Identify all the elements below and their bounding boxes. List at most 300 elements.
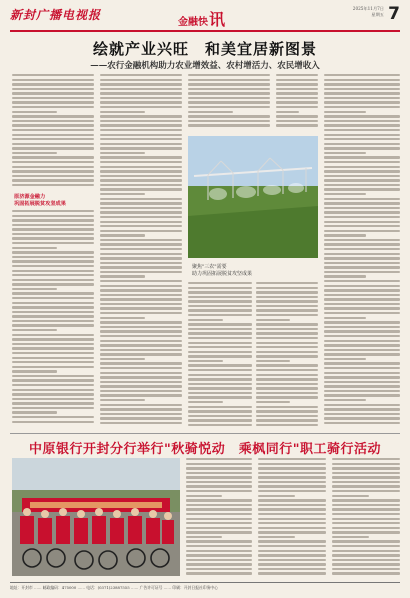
text-line-placeholder: [256, 419, 318, 421]
text-line-placeholder: [258, 458, 326, 460]
text-line-placeholder: [12, 270, 94, 272]
article1-column-5: [324, 74, 400, 430]
article1-subtitle: ——农行金融机构助力农业增效益、农村增活力、农民增收入: [90, 61, 320, 71]
text-line-placeholder: [100, 221, 182, 223]
article2-column-1: [186, 458, 252, 578]
text-line-placeholder: [324, 317, 366, 319]
text-line-placeholder: [332, 499, 400, 501]
text-line-placeholder: [188, 328, 252, 330]
text-line-placeholder: [100, 202, 182, 204]
text-line-placeholder: [256, 401, 290, 403]
text-line-placeholder: [186, 485, 252, 487]
text-line-placeholder: [100, 294, 182, 296]
text-line-placeholder: [12, 115, 94, 117]
text-line-placeholder: [276, 111, 299, 113]
text-line-placeholder: [188, 300, 252, 302]
text-line-placeholder: [100, 390, 182, 392]
text-line-placeholder: [256, 337, 318, 339]
text-line-placeholder: [258, 568, 326, 570]
text-line-placeholder: [256, 406, 318, 408]
text-line-placeholder: [256, 291, 318, 293]
text-line-placeholder: [258, 522, 326, 524]
text-line-placeholder: [100, 298, 182, 300]
text-line-placeholder: [256, 410, 318, 412]
text-line-placeholder: [188, 332, 252, 334]
text-line-placeholder: [188, 305, 252, 307]
text-line-placeholder: [12, 237, 94, 239]
text-line-placeholder: [100, 207, 182, 209]
text-line-placeholder: [186, 467, 252, 469]
text-line-placeholder: [188, 79, 270, 81]
text-line-placeholder: [100, 349, 182, 351]
text-line-placeholder: [12, 92, 94, 94]
text-line-placeholder: [324, 335, 400, 337]
text-line-placeholder: [332, 467, 400, 469]
text-line-placeholder: [100, 362, 182, 364]
text-line-placeholder: [258, 563, 326, 565]
text-line-placeholder: [12, 398, 94, 400]
text-line-placeholder: [186, 568, 252, 570]
text-line-placeholder: [100, 394, 182, 396]
text-line-placeholder: [276, 92, 318, 94]
text-line-placeholder: [100, 166, 182, 168]
text-line-placeholder: [100, 83, 182, 85]
text-line-placeholder: [256, 323, 318, 325]
text-line-placeholder: [12, 97, 94, 99]
masthead: [10, 4, 400, 30]
text-line-placeholder: [12, 384, 94, 386]
text-line-placeholder: [324, 230, 400, 232]
text-line-placeholder: [188, 319, 223, 321]
text-line-placeholder: [276, 120, 318, 122]
text-line-placeholder: [256, 332, 318, 334]
text-line-placeholder: [186, 572, 252, 574]
text-line-placeholder: [188, 124, 270, 126]
text-line-placeholder: [188, 360, 223, 362]
text-line-placeholder: [332, 481, 400, 483]
text-line-placeholder: [324, 285, 400, 287]
text-line-placeholder: [324, 326, 400, 328]
text-line-placeholder: [324, 248, 400, 250]
text-line-placeholder: [12, 242, 94, 244]
article1-column-1-lower: [12, 210, 94, 430]
text-line-placeholder: [324, 202, 400, 204]
text-line-placeholder: [188, 342, 252, 344]
text-line-placeholder: [188, 83, 270, 85]
cycling-group-illustration: [12, 458, 180, 576]
text-line-placeholder: [188, 115, 270, 117]
text-line-placeholder: [100, 307, 182, 309]
text-line-placeholder: [188, 355, 252, 357]
text-line-placeholder: [12, 184, 94, 186]
text-line-placeholder: [186, 550, 252, 552]
text-line-placeholder: [332, 572, 400, 574]
text-line-placeholder: [258, 472, 326, 474]
text-line-placeholder: [324, 422, 400, 424]
text-line-placeholder: [100, 156, 182, 158]
text-line-placeholder: [188, 337, 252, 339]
text-line-placeholder: [258, 545, 326, 547]
text-line-placeholder: [324, 372, 400, 374]
text-line-placeholder: [186, 508, 252, 510]
footer: 地址：开封市 …… 邮政编码：475000 …… 电话：(0371)23887555 …… 广告许可证号 …… 印刷：开封日报社印务中心: [10, 585, 218, 590]
irrigation-photo: [188, 136, 318, 258]
text-line-placeholder: [324, 358, 366, 360]
text-line-placeholder: [12, 334, 94, 336]
text-line-placeholder: [324, 349, 400, 351]
cycling-group-photo: [12, 458, 180, 576]
text-line-placeholder: [186, 540, 252, 542]
text-line-placeholder: [188, 282, 252, 284]
text-line-placeholder: [332, 513, 400, 515]
article2-column-2: [258, 458, 326, 578]
text-line-placeholder: [100, 79, 182, 81]
text-line-placeholder: [256, 396, 318, 398]
text-line-placeholder: [100, 353, 182, 355]
text-line-placeholder: [324, 294, 400, 296]
text-line-placeholder: [258, 504, 326, 506]
text-line-placeholder: [12, 288, 57, 290]
text-line-placeholder: [186, 472, 252, 474]
text-line-placeholder: [332, 568, 400, 570]
text-line-placeholder: [324, 413, 400, 415]
text-line-placeholder: [12, 302, 94, 304]
footer-rule: [10, 582, 400, 583]
text-line-placeholder: [100, 101, 182, 103]
text-line-placeholder: [188, 415, 252, 417]
text-line-placeholder: [100, 340, 182, 342]
text-line-placeholder: [324, 101, 400, 103]
text-line-placeholder: [324, 243, 400, 245]
text-line-placeholder: [12, 357, 94, 359]
text-line-placeholder: [256, 351, 318, 353]
text-line-placeholder: [258, 490, 326, 492]
text-line-placeholder: [324, 166, 400, 168]
text-line-placeholder: [12, 370, 57, 372]
text-line-placeholder: [100, 184, 182, 186]
text-line-placeholder: [188, 378, 252, 380]
text-line-placeholder: [188, 287, 252, 289]
text-line-placeholder: [332, 545, 400, 547]
article1-column-4: [276, 74, 318, 132]
text-line-placeholder: [324, 74, 400, 76]
text-line-placeholder: [186, 522, 252, 524]
text-line-placeholder: [186, 463, 252, 465]
text-line-placeholder: [324, 221, 400, 223]
text-line-placeholder: [324, 184, 400, 186]
text-line-placeholder: [256, 282, 318, 284]
text-line-placeholder: [100, 248, 182, 250]
text-line-placeholder: [258, 495, 295, 497]
text-line-placeholder: [186, 531, 252, 533]
text-line-placeholder: [188, 291, 252, 293]
article2-column-3: [332, 458, 400, 578]
text-line-placeholder: [12, 88, 94, 90]
text-line-placeholder: [188, 392, 252, 394]
text-line-placeholder: [100, 285, 182, 287]
text-line-placeholder: [100, 170, 182, 172]
text-line-placeholder: [100, 193, 145, 195]
text-line-placeholder: [324, 298, 400, 300]
text-line-placeholder: [324, 147, 400, 149]
text-line-placeholder: [12, 306, 94, 308]
text-line-placeholder: [324, 307, 400, 309]
text-line-placeholder: [186, 495, 222, 497]
text-line-placeholder: [324, 124, 400, 126]
text-line-placeholder: [100, 376, 182, 378]
text-line-placeholder: [256, 424, 318, 426]
text-line-placeholder: [12, 152, 57, 154]
text-line-placeholder: [324, 138, 400, 140]
text-line-placeholder: [12, 120, 94, 122]
text-line-placeholder: [258, 540, 326, 542]
text-line-placeholder: [188, 323, 252, 325]
text-line-placeholder: [100, 92, 182, 94]
text-line-placeholder: [12, 138, 94, 140]
text-line-placeholder: [12, 343, 94, 345]
text-line-placeholder: [12, 352, 94, 354]
text-line-placeholder: [100, 280, 182, 282]
article1-inset-caption: [14, 194, 94, 207]
text-line-placeholder: [12, 347, 94, 349]
text-line-placeholder: [100, 124, 182, 126]
text-line-placeholder: [186, 513, 252, 515]
text-line-placeholder: [332, 554, 400, 556]
text-line-placeholder: [324, 207, 400, 209]
text-line-placeholder: [100, 275, 145, 277]
text-line-placeholder: [12, 416, 94, 418]
text-line-placeholder: [100, 312, 182, 314]
text-line-placeholder: [258, 485, 326, 487]
text-line-placeholder: [12, 311, 94, 313]
text-line-placeholder: [100, 106, 182, 108]
text-line-placeholder: [188, 396, 252, 398]
text-line-placeholder: [100, 111, 145, 113]
text-line-placeholder: [324, 330, 400, 332]
text-line-placeholder: [324, 266, 400, 268]
text-line-placeholder: [332, 559, 400, 561]
issue-date-line2: 星期五: [371, 12, 384, 17]
article1-column-2: [100, 74, 182, 430]
article1-column-1: [12, 74, 94, 192]
text-line-placeholder: [258, 508, 326, 510]
text-line-placeholder: [100, 253, 182, 255]
text-line-placeholder: [276, 88, 318, 90]
text-line-placeholder: [332, 490, 400, 492]
text-line-placeholder: [12, 224, 94, 226]
text-line-placeholder: [324, 129, 400, 131]
text-line-placeholder: [12, 175, 94, 177]
text-line-placeholder: [100, 381, 182, 383]
text-line-placeholder: [258, 559, 326, 561]
text-line-placeholder: [12, 219, 94, 221]
text-line-placeholder: [100, 230, 182, 232]
text-line-placeholder: [256, 392, 318, 394]
text-line-placeholder: [12, 279, 94, 281]
text-line-placeholder: [12, 324, 94, 326]
issue-date-line1: 2025年11月7日: [352, 6, 384, 11]
text-line-placeholder: [332, 531, 400, 533]
text-line-placeholder: [186, 554, 252, 556]
text-line-placeholder: [258, 518, 326, 520]
text-line-placeholder: [186, 545, 252, 547]
text-line-placeholder: [100, 134, 182, 136]
text-line-placeholder: [100, 239, 182, 241]
text-line-placeholder: [12, 147, 94, 149]
text-line-placeholder: [12, 170, 94, 172]
text-line-placeholder: [188, 369, 252, 371]
text-line-placeholder: [186, 504, 252, 506]
text-line-placeholder: [12, 320, 94, 322]
text-line-placeholder: [12, 74, 94, 76]
text-line-placeholder: [256, 342, 318, 344]
text-line-placeholder: [324, 120, 400, 122]
photo-caption-text: 聚焦"三农"需要 助力巩固拓展脱贫攻坚成果: [192, 264, 253, 277]
text-line-placeholder: [12, 297, 94, 299]
text-line-placeholder: [324, 79, 400, 81]
text-line-placeholder: [100, 129, 182, 131]
text-line-placeholder: [256, 314, 318, 316]
text-line-placeholder: [100, 271, 182, 273]
text-line-placeholder: [324, 152, 366, 154]
text-line-placeholder: [324, 344, 400, 346]
text-line-placeholder: [12, 111, 57, 113]
text-line-placeholder: [12, 79, 94, 81]
text-line-placeholder: [324, 367, 400, 369]
text-line-placeholder: [12, 375, 94, 377]
text-line-placeholder: [256, 287, 318, 289]
text-line-placeholder: [12, 143, 94, 145]
text-line-placeholder: [324, 193, 366, 195]
text-line-placeholder: [12, 407, 94, 409]
text-line-placeholder: [256, 300, 318, 302]
text-line-placeholder: [188, 364, 252, 366]
text-line-placeholder: [12, 393, 94, 395]
text-line-placeholder: [100, 422, 182, 424]
text-line-placeholder: [12, 233, 94, 235]
text-line-placeholder: [324, 271, 400, 273]
text-line-placeholder: [100, 385, 182, 387]
text-line-placeholder: [324, 106, 400, 108]
article1-column-3: [188, 74, 270, 132]
text-line-placeholder: [188, 401, 223, 403]
text-line-placeholder: [188, 406, 252, 408]
text-line-placeholder: [100, 97, 182, 99]
text-line-placeholder: [100, 417, 182, 419]
text-line-placeholder: [100, 262, 182, 264]
text-line-placeholder: [188, 374, 252, 376]
text-line-placeholder: [258, 463, 326, 465]
text-line-placeholder: [12, 156, 94, 158]
text-line-placeholder: [324, 381, 400, 383]
text-line-placeholder: [256, 383, 318, 385]
text-line-placeholder: [100, 372, 182, 374]
text-line-placeholder: [100, 143, 182, 145]
text-line-placeholder: [332, 458, 400, 460]
text-line-placeholder: [188, 296, 252, 298]
text-line-placeholder: [256, 360, 290, 362]
text-line-placeholder: [100, 188, 182, 190]
text-line-placeholder: [12, 106, 94, 108]
text-line-placeholder: [324, 188, 400, 190]
text-line-placeholder: [324, 303, 400, 305]
article1-column-3-lower: [188, 282, 252, 430]
text-line-placeholder: [12, 256, 94, 258]
text-line-placeholder: [188, 106, 270, 108]
text-line-placeholder: [324, 257, 400, 259]
text-line-placeholder: [324, 88, 400, 90]
text-line-placeholder: [256, 387, 318, 389]
text-line-placeholder: [12, 166, 94, 168]
text-line-placeholder: [100, 115, 182, 117]
text-line-placeholder: [188, 410, 252, 412]
masthead-title: 新封广播电视报: [10, 8, 102, 22]
text-line-placeholder: [324, 161, 400, 163]
text-line-placeholder: [100, 289, 182, 291]
text-line-placeholder: [100, 147, 182, 149]
text-line-placeholder: [256, 364, 318, 366]
text-line-placeholder: [100, 367, 182, 369]
text-line-placeholder: [324, 111, 366, 113]
text-line-placeholder: [100, 303, 182, 305]
text-line-placeholder: [188, 351, 252, 353]
text-line-placeholder: [100, 120, 182, 122]
text-line-placeholder: [324, 321, 400, 323]
text-line-placeholder: [12, 210, 94, 212]
text-line-placeholder: [276, 106, 318, 108]
text-line-placeholder: [332, 540, 400, 542]
text-line-placeholder: [188, 419, 252, 421]
text-line-placeholder: [186, 458, 252, 460]
text-line-placeholder: [12, 129, 94, 131]
text-line-placeholder: [332, 472, 400, 474]
text-line-placeholder: [188, 101, 270, 103]
text-line-placeholder: [12, 101, 94, 103]
text-line-placeholder: [188, 387, 252, 389]
text-line-placeholder: [256, 374, 318, 376]
text-line-placeholder: [12, 124, 94, 126]
text-line-placeholder: [324, 275, 366, 277]
text-line-placeholder: [12, 292, 94, 294]
text-line-placeholder: [256, 319, 290, 321]
text-line-placeholder: [332, 522, 400, 524]
text-line-placeholder: [276, 83, 318, 85]
text-line-placeholder: [276, 79, 318, 81]
text-line-placeholder: [324, 83, 400, 85]
text-line-placeholder: [332, 495, 369, 497]
text-line-placeholder: [100, 243, 182, 245]
text-line-placeholder: [188, 383, 252, 385]
text-line-placeholder: [276, 115, 318, 117]
text-line-placeholder: [324, 399, 366, 401]
text-line-placeholder: [324, 385, 400, 387]
text-line-placeholder: [100, 216, 182, 218]
text-line-placeholder: [258, 554, 326, 556]
text-line-placeholder: [332, 563, 400, 565]
text-line-placeholder: [100, 179, 182, 181]
text-line-placeholder: [324, 390, 400, 392]
text-line-placeholder: [100, 74, 182, 76]
text-line-placeholder: [100, 88, 182, 90]
text-line-placeholder: [324, 362, 400, 364]
text-line-placeholder: [258, 572, 326, 574]
text-line-placeholder: [256, 296, 318, 298]
text-line-placeholder: [100, 257, 182, 259]
page-number: 7: [388, 4, 400, 24]
text-line-placeholder: [256, 369, 318, 371]
text-line-placeholder: [258, 467, 326, 469]
text-line-placeholder: [258, 481, 326, 483]
